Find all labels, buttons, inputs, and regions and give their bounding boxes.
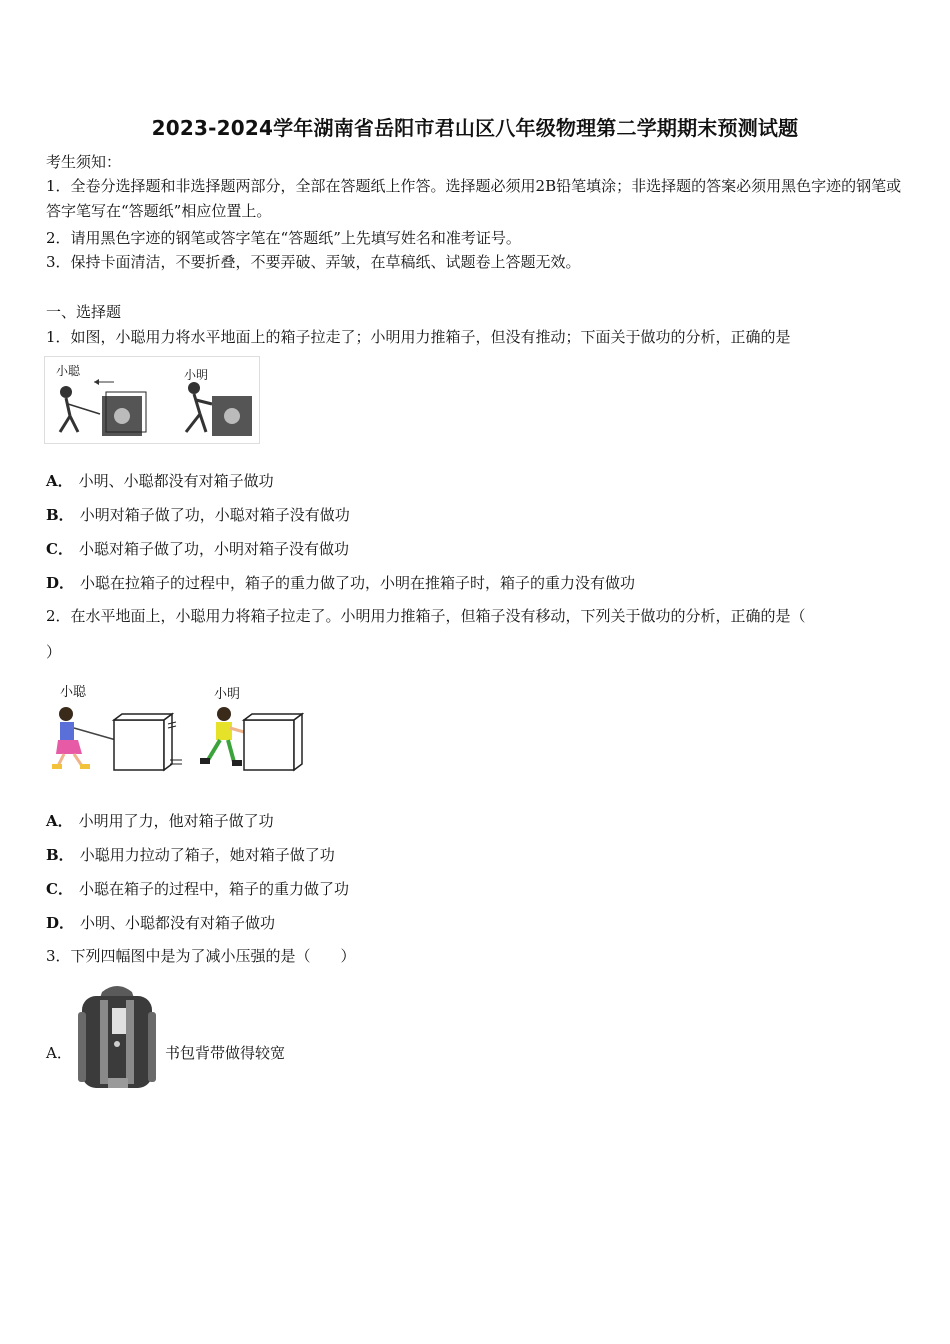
- q3-stem: 3．下列四幅图中是为了减小压强的是（ ）: [46, 947, 356, 965]
- notice-item-3: 3．保持卡面清洁，不要折叠，不要弄破、弄皱，在草稿纸、试题卷上答题无效。: [46, 253, 581, 271]
- notice-item-2: 2．请用黑色字迹的钢笔或答字笔在“答题纸”上先填写姓名和准考证号。: [46, 229, 521, 247]
- q2-option-d-text: 小明、小聪都没有对箱子做功: [80, 914, 276, 932]
- q1-option-b[interactable]: [46, 504, 350, 525]
- q1-option-d[interactable]: [46, 572, 635, 593]
- notice-item-1: 1．全卷分选择题和非选择题两部分，全部在答题纸上作答。选择题必须用2B铅笔填涂；非选择题的答案必须用黑色字迹的钢笔或答字笔写在“答题纸”相应位置上。: [46, 177, 902, 220]
- q1-option-b-letter: B．: [46, 506, 74, 524]
- q2-option-d-letter: D．: [46, 914, 75, 932]
- q2-option-c-text: 小聪在箱子的过程中，箱子的重力做了功: [78, 880, 349, 898]
- q2-option-b[interactable]: [46, 844, 335, 865]
- q2-figure: [48, 700, 304, 774]
- q1-option-d-text: 小聪在拉箱子的过程中，箱子的重力做了功，小明在推箱子时，箱子的重力没有做功: [80, 574, 636, 592]
- q2-option-a-letter: A．: [46, 812, 73, 830]
- q3-option-a-letter[interactable]: A．: [46, 1044, 72, 1062]
- q2-label-xiaocong: 小聪: [60, 685, 87, 700]
- page-title: 2023-2024学年湖南省岳阳市君山区八年级物理第二学期期末预测试题: [151, 116, 799, 140]
- q1-option-c-text: 小聪对箱子做了功，小明对箱子没有做功: [78, 540, 349, 558]
- q1-option-a[interactable]: [46, 470, 274, 491]
- section-heading: 一、选择题: [46, 303, 122, 321]
- q2-stem-end: ）: [46, 643, 62, 661]
- q2-option-c-letter: C．: [46, 880, 73, 898]
- q2-option-b-text: 小聪用力拉动了箱子，她对箱子做了功: [79, 846, 335, 864]
- q2-label-xiaoming: 小明: [214, 687, 241, 702]
- q2-option-a[interactable]: [46, 810, 274, 831]
- q2-option-b-letter: B．: [46, 846, 74, 864]
- q2-stem: 2．在水平地面上，小聪用力将箱子拉走了。小明用力推箱子，但箱子没有移动，下列关于做功的分析，正确的是（: [46, 607, 806, 625]
- q1-option-d-letter: D．: [46, 574, 75, 592]
- q2-option-d[interactable]: [46, 912, 275, 933]
- q1-option-a-letter: A．: [46, 472, 73, 490]
- q1-option-c[interactable]: [46, 538, 349, 559]
- q1-option-a-text: 小明、小聪都没有对箱子做功: [78, 472, 274, 490]
- q1-stem: 1．如图，小聪用力将水平地面上的箱子拉走了；小明用力推箱子，但没有推动；下面关于做功的分析，正确的是: [46, 328, 791, 346]
- backpack-image: [74, 982, 160, 1094]
- q1-label-xiaocong: 小聪: [56, 364, 81, 378]
- q3-option-a-text: 书包背带做得较宽: [165, 1044, 286, 1062]
- notice-heading: 考生须知：: [46, 153, 122, 171]
- q1-label-xiaoming: 小明: [184, 368, 209, 382]
- q1-option-c-letter: C．: [46, 540, 73, 558]
- q2-option-a-text: 小明用了力，他对箱子做了功: [78, 812, 274, 830]
- q2-option-c[interactable]: [46, 878, 349, 899]
- q1-option-b-text: 小明对箱子做了功，小聪对箱子没有做功: [79, 506, 350, 524]
